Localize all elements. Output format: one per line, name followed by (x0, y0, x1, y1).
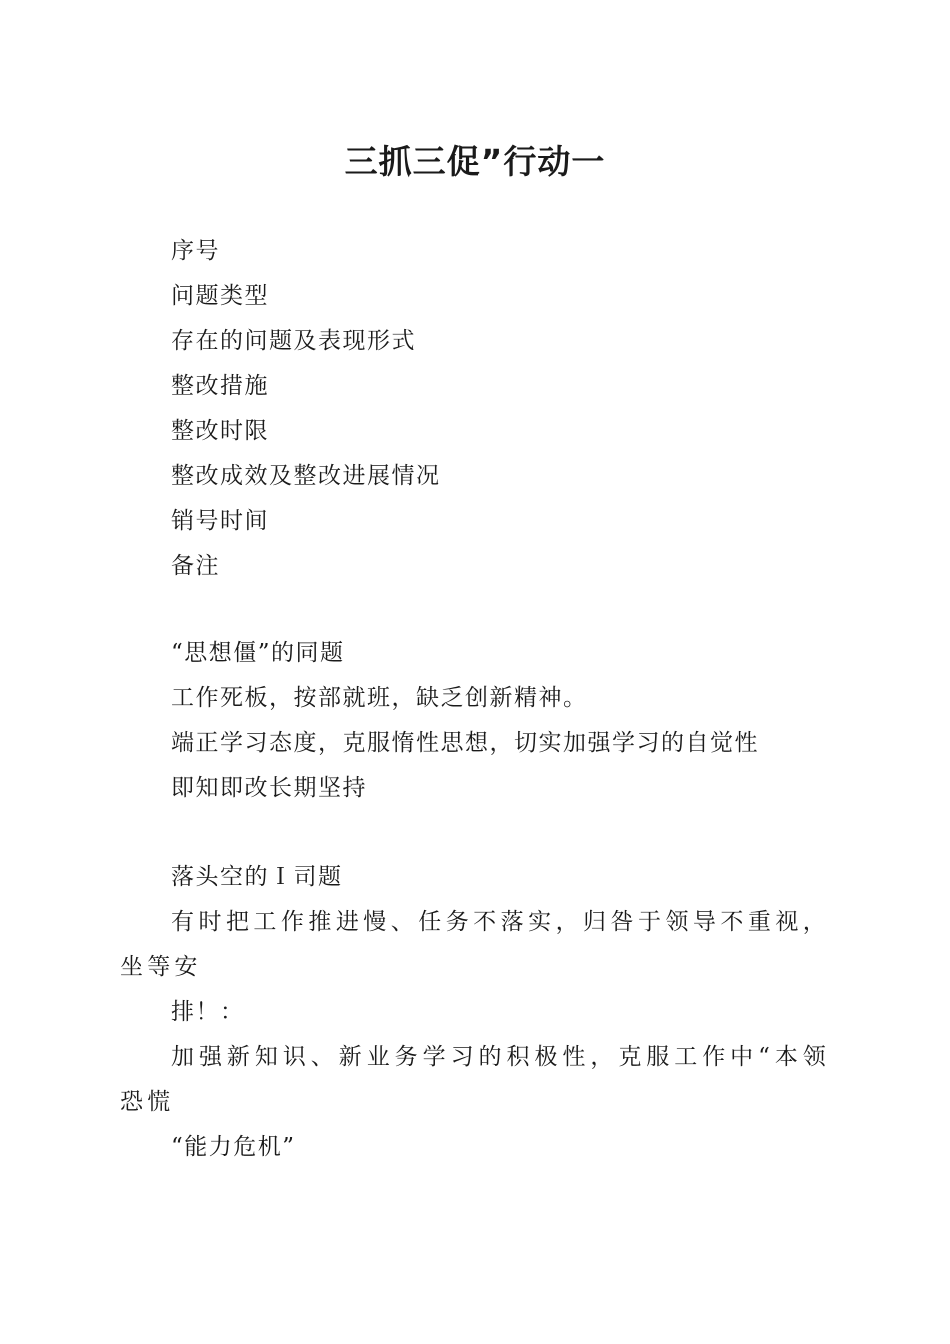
problem-1-description: 工作死板，按部就班，缺乏创新精神。 (171, 685, 588, 711)
problem-1-type: “思想僵”的同题 (171, 640, 345, 666)
problem-2-measure-continued: “能力危机” (171, 1134, 296, 1160)
problem-1-deadline: 即知即改长期坚持 (171, 775, 367, 801)
problem-2-description: 有时把工作推进慢、任务不落实，归咎于领导不重视，坐等安 (120, 909, 830, 980)
problem-entry-1 (120, 631, 830, 811)
problem-2-measure: 加强新知识、新业务学习的积极性，克服工作中“本领恐慌 (120, 1044, 830, 1115)
header-rectification-progress: 整改成效及整改进展情况 (171, 463, 441, 489)
problem-2-description-continued: 排！： (171, 999, 245, 1025)
header-rectification-measures: 整改措施 (171, 373, 269, 399)
table-header-list (120, 229, 830, 589)
problem-entry-2 (120, 855, 830, 1170)
header-serial-number: 序号 (171, 238, 220, 264)
header-closure-time: 销号时间 (171, 508, 269, 534)
header-rectification-deadline: 整改时限 (171, 418, 269, 444)
document-title: 三抓三促”行动一 (344, 142, 606, 181)
problem-1-measure: 端正学习态度，克服惰性思想，切实加强学习的自觉性 (171, 730, 759, 756)
header-remarks: 备注 (171, 553, 220, 579)
header-problem-description: 存在的问题及表现形式 (171, 328, 416, 354)
header-problem-type: 问题类型 (171, 283, 269, 309)
problem-2-type: 落头空的Ｉ司题 (171, 864, 343, 890)
